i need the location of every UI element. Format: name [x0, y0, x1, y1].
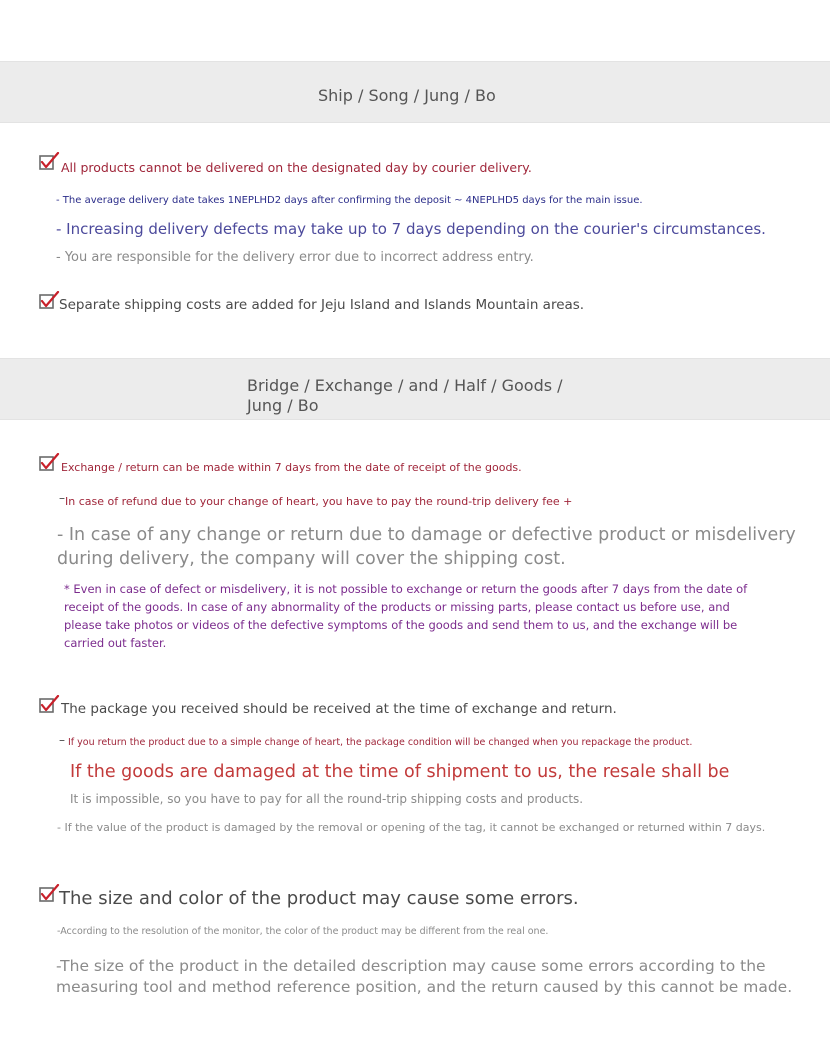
dash-mark: – [59, 491, 65, 505]
checkbox-check-icon [39, 453, 57, 471]
notice-line: If you return the product due to a simple change of heart, the package condition will be changed when you repackage the product. [68, 737, 693, 748]
checkbox-check-icon [39, 152, 57, 170]
dash-mark: – [59, 733, 65, 747]
notice-line: - The average delivery date takes 1NEPLHD2 days after confirming the deposit ~ 4NEPLHD5 days for the main issue. [56, 195, 643, 206]
notice-line: In case of refund due to your change of heart, you have to pay the round-trip delivery fee + [65, 495, 573, 508]
notice-heading: All products cannot be delivered on the designated day by courier delivery. [61, 160, 532, 175]
notice-line-emphasis: If the goods are damaged at the time of shipment to us, the resale shall be [70, 762, 730, 782]
notice-line: - If the value of the product is damaged by the removal or opening of the tag, it cannot be exchanged or returned within 7 days. [57, 821, 766, 834]
notice-paragraph: -The size of the product in the detailed description may cause some errors according to the measuring tool and method reference position, and the return caused by this cannot be made. [56, 957, 793, 996]
checkbox-check-icon [39, 291, 57, 309]
notice-heading: The size and color of the product may cause some errors. [59, 888, 579, 909]
notice-line: - Increasing delivery defects may take up to 7 days depending on the courier's circumstances. [56, 220, 766, 238]
checkbox-check-icon [39, 884, 57, 902]
section-title-shipping: Ship / Song / Jung / Bo [318, 86, 496, 105]
notice-line: It is impossible, so you have to pay for all the round-trip shipping costs and products. [70, 792, 584, 806]
notice-line: - You are responsible for the delivery error due to incorrect address entry. [56, 250, 534, 265]
checkbox-check-icon [39, 695, 57, 713]
notice-paragraph: - In case of any change or return due to damage or defective product or misdelivery during delivery, the company will cover the shipping cost. [57, 525, 796, 569]
notice-heading: The package you received should be received at the time of exchange and return. [61, 701, 617, 717]
notice-heading: Separate shipping costs are added for Jeju Island and Islands Mountain areas. [59, 297, 585, 313]
notice-heading: Exchange / return can be made within 7 days from the date of receipt of the goods. [61, 461, 522, 474]
notice-line: -According to the resolution of the monitor, the color of the product may be different from the real one. [57, 926, 549, 937]
section-title-exchange: Bridge / Exchange / and / Half / Goods / Jung / Bo [247, 376, 563, 415]
notice-paragraph: * Even in case of defect or misdelivery, it is not possible to exchange or return the goods after 7 days from the date of receipt of the goods. In case of any abnormality of the products or missing parts, please contact us before use, and please take photos or videos of the defective symptoms of the goods and send them to us, and the exchange will be carried out faster. [64, 582, 748, 650]
